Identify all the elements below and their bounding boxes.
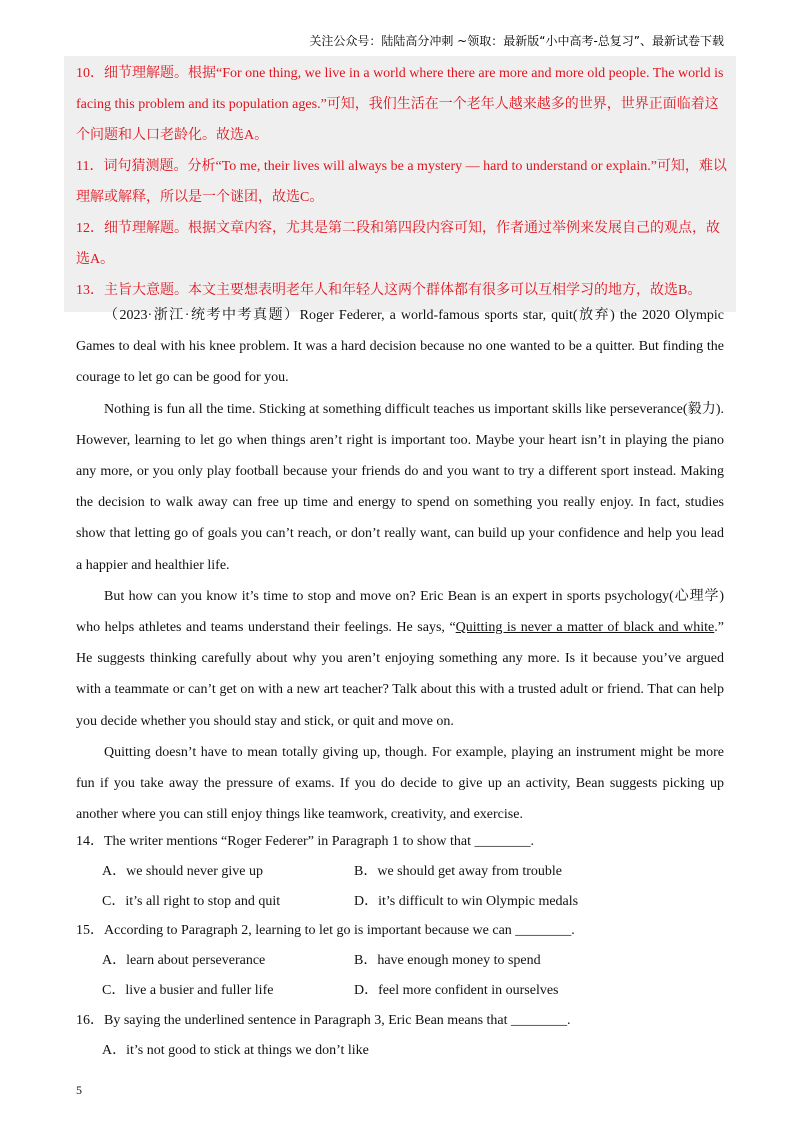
option-14a: A．we should never give up bbox=[102, 863, 263, 879]
paragraph-1: （2023·浙江·统考中考真题）Roger Federer, a world-famous sports star, quit(放弃) the 2020 Olympic Games to deal with his knee problem. It was a hard decision because no one wanted to be a quitter. But finding the courage to let go can be good for you. bbox=[76, 308, 724, 386]
question-14-options bbox=[76, 857, 724, 917]
page-number: 5 bbox=[76, 1083, 82, 1097]
option-16a: A．it’s not good to stick at things we don’t like bbox=[102, 1042, 369, 1058]
answer-12: 12．细节理解题。根据文章内容，尤其是第二段和第四段内容可知，作者通过举例来发展自己的观点，故选A。 bbox=[76, 221, 720, 267]
option-14d: D．it’s difficult to win Olympic medals bbox=[354, 893, 579, 909]
question-list bbox=[76, 827, 724, 1065]
question-15-options bbox=[76, 946, 724, 1006]
paragraph-4: Quitting doesn’t have to mean totally giving up, though. For example, playing an instrument might be more fun if you take away the pressure of exams. If you do decide to give up an activity, Bean suggests picking up another where you can still enjoy things like teamwork, creativity, and exercise. bbox=[76, 744, 724, 823]
question-16-stem: 16．By saying the underlined sentence in Paragraph 3, Eric Bean means that ________. bbox=[76, 1012, 571, 1028]
answer-10: 10．细节理解题。根据“For one thing, we live in a world where there are more and more old people. The world is facing this problem and its population ages.”可知，我们生活在一个老年人越来越多的世界，世界正面临着这个问题和人口老龄化。故选A。 bbox=[76, 66, 724, 143]
option-14b: B．we should get away from trouble bbox=[354, 863, 563, 879]
answer-13: 13．主旨大意题。本文主要想表明老年人和年轻人这两个群体都有很多可以互相学习的地方，故选B。 bbox=[76, 283, 702, 298]
option-15d: D．feel more confident in ourselves bbox=[354, 982, 559, 998]
option-14c: C．it’s all right to stop and quit bbox=[102, 893, 281, 909]
question-15-stem: 15．According to Paragraph 2, learning to let go is important because we can ________. bbox=[76, 923, 575, 939]
paragraph-2: Nothing is fun all the time. Sticking at something difficult teaches us important skills like perseverance(毅力). However, learning to let go when things aren’t right is important too. Maybe your heart isn’t in playing the piano any more, or you only play football because your friends do and you want to try a different sport instead. Making the decision to walk away can free up time and energy to spend on something you really enjoy. In fact, studies show that letting go of goals you can’t reach, or don’t really want, can build up your confidence and help you lead a happier and healthier life. bbox=[76, 401, 724, 573]
option-15a: A．learn about perseverance bbox=[102, 953, 266, 969]
answer-11: 11．词句猜测题。分析“To me, their lives will always be a mystery — hard to understand or explain.”可知，难以理解或解释，所以是一个谜团，故选C。 bbox=[76, 159, 727, 205]
paragraph-3-start: But how can you know it’s time to stop and move on? Eric Bean is an expert in sports psychology(心理学) who helps athletes and teams understand their feelings. He says, “ bbox=[76, 588, 724, 636]
option-15c: C．live a busier and fuller life bbox=[102, 982, 274, 998]
question-14-stem: 14．The writer mentions “Roger Federer” in Paragraph 1 to show that ________. bbox=[76, 834, 535, 849]
paragraph-3 bbox=[76, 581, 724, 737]
underlined-sentence: Quitting is never a matter of black and white bbox=[455, 620, 715, 636]
page-header: 关注公众号：陆陆高分冲刺 ~领取：最新版“小中高考-总复习”、最新试卷下载 bbox=[309, 34, 724, 48]
paragraph-3-end: .” He suggests thinking carefully about why you aren’t enjoying something any more. Is it because you’ve argued with a teammate or can’t get on with a new art teacher? Talk about this with a trusted adult or friend. That can help you decide whether you should stay and stick, or quit and move on. bbox=[76, 620, 724, 729]
question-16-options bbox=[76, 1036, 724, 1066]
option-15b: B．have enough money to spend bbox=[354, 953, 541, 969]
answer-explanations bbox=[64, 56, 736, 312]
reading-passage bbox=[76, 300, 724, 830]
